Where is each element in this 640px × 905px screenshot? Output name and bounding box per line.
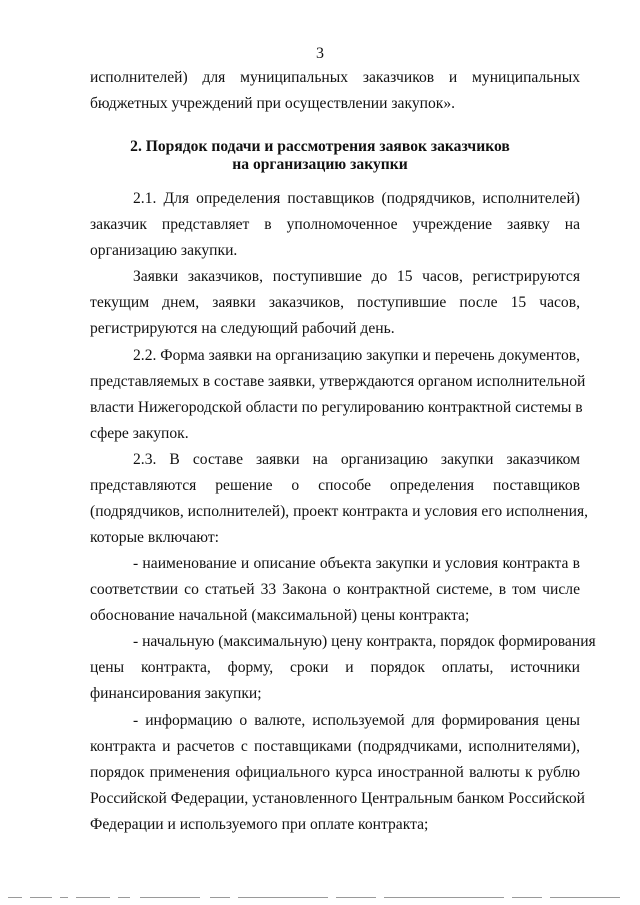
registration-line-2: текущим днем, заявки заказчиков, поступившие после 15 часов, [90,294,580,311]
intro-line-2: бюджетных учреждений при осуществлении закупок». [90,95,456,112]
paragraph-2-3-line-1: 2.3. В составе заявки на организацию закупки заказчиком [133,451,580,468]
paragraph-2-1-line-1: 2.1. Для определения поставщиков (подрядчиков, исполнителей) [133,190,580,207]
bullet-2-line-1: - начальную (максимальную) цену контракта, порядок формирования [133,633,596,650]
bullet-3-line-4: Российской Федерации, установленного Центральным банком Российской [90,790,585,807]
paragraph-2-2-line-3: власти Нижегородской области по регулированию контрактной системы в [90,399,583,416]
section-title-line-1: 2. Порядок подачи и рассмотрения заявок заказчиков [130,138,510,155]
bullet-3-line-5: Федерации и используемого при оплате контракта; [90,816,429,833]
bullet-1-line-1: - наименование и описание объекта закупки и условия контракта в [133,555,580,572]
paragraph-2-1-line-3: организацию закупки. [90,242,238,259]
paragraph-2-3-line-2: представляются решение о способе определения поставщиков [90,477,580,494]
registration-line-3: регистрируются на следующий рабочий день. [90,320,395,337]
paragraph-2-2-line-2: представляемых в составе заявки, утверждаются органом исполнительной [90,373,586,390]
paragraph-2-2-line-1: 2.2. Форма заявки на организацию закупки и перечень документов, [133,347,580,364]
paragraph-2-3-line-3: (подрядчиков, исполнителей), проект контракта и условия его исполнения, [90,503,589,520]
bullet-3-line-2: контракта и расчетов с поставщиками (подрядчиками, исполнителями), [90,738,580,755]
bullet-2-line-2: цены контракта, форму, сроки и порядок оплаты, источники [90,659,580,676]
registration-line-1: Заявки заказчиков, поступившие до 15 часов, регистрируются [133,268,580,285]
bullet-1-line-2: соответствии со статьей 33 Закона о контрактной системе, в том числе [90,581,580,598]
section-title-line-2: на организацию закупки [232,156,408,173]
bullet-1-line-3: обоснование начальной (максимальной) цены контракта; [90,607,470,624]
page-number: 3 [316,45,324,62]
paragraph-2-2-line-4: сфере закупок. [90,425,189,442]
scan-edge-artifact [0,895,640,901]
paragraph-2-1-line-2: заказчик представляет в уполномоченное учреждение заявку на [90,216,580,233]
bullet-2-line-3: финансирования закупки; [90,685,262,702]
intro-line-1: исполнителей) для муниципальных заказчиков и муниципальных [90,69,580,86]
paragraph-2-3-line-4: которые включают: [90,529,220,546]
bullet-3-line-3: порядок применения официального курса иностранной валюты к рублю [90,764,580,781]
bullet-3-line-1: - информацию о валюте, используемой для формирования цены [133,712,580,729]
